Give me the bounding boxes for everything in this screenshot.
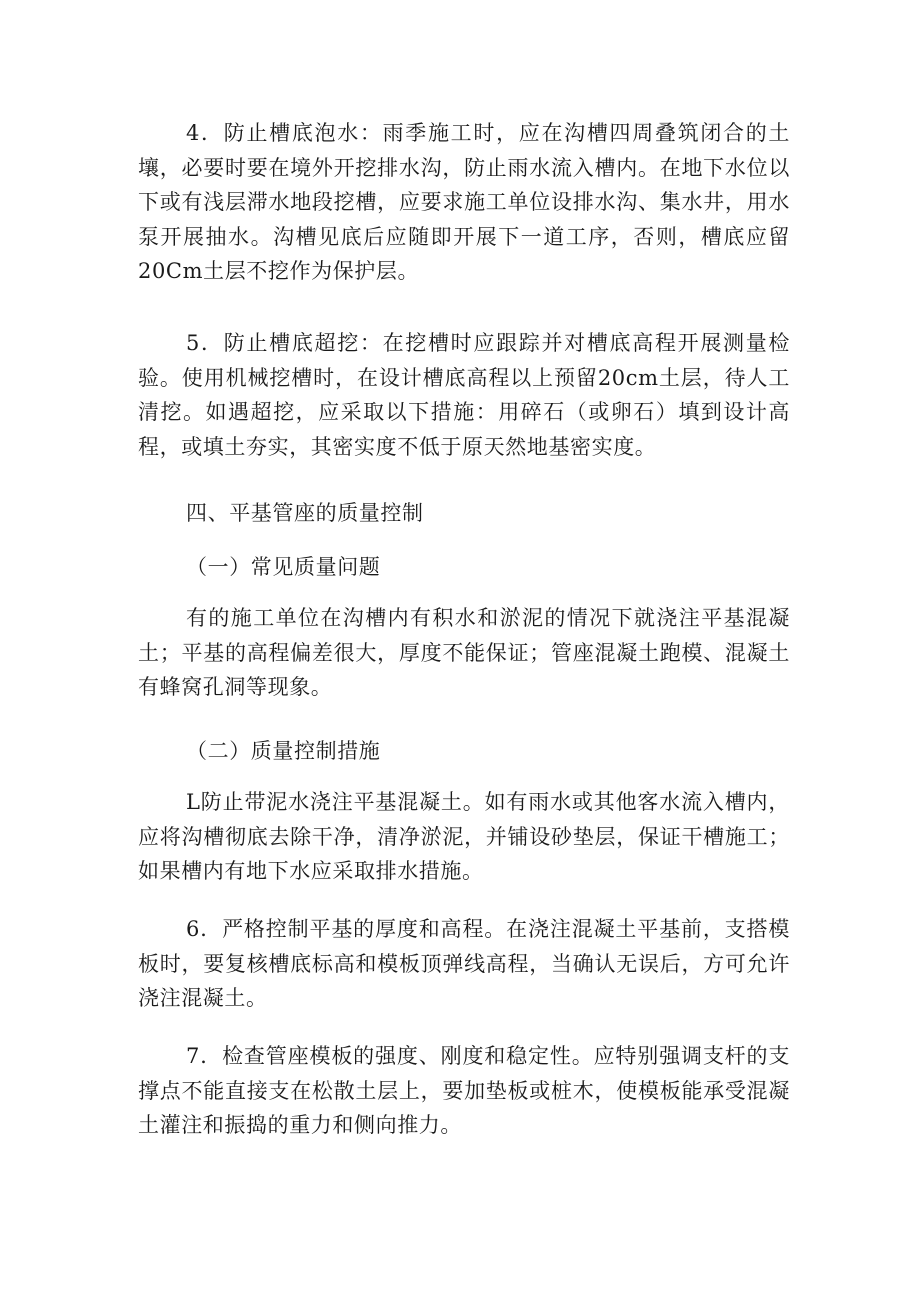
paragraph-prevent-trench-flooding: 4．防止槽底泡水：雨季施工时，应在沟槽四周叠筑闭合的土壤，必要时要在境外开挖排水沟，防止雨水流入槽内。在地下水位以下或有浅层滞水地段挖槽，应要求施工单位设排水沟、集水井，用水泵开展抽水。沟槽见底后应随即开展下一道工序，否则，槽底应留20Cm土层不挖作为保护层。 [138, 121, 790, 283]
paragraph-prevent-muddy-pouring: L防止带泥水浇注平基混凝土。如有雨水或其他客水流入槽内，应将沟槽彻底去除干净，清净淤泥，并铺设砂垫层，保证干槽施工；如果槽内有地下水应采取排水措施。 [138, 790, 790, 883]
section-heading-foundation-quality: 四、平基管座的质量控制 [186, 501, 424, 525]
paragraph-common-problems: 有的施工单位在沟槽内有积水和淤泥的情况下就浇注平基混凝土；平基的高程偏差很大，厚度不能保证；管座混凝土跑模、混凝土有蜂窝孔洞等现象。 [138, 606, 790, 699]
subsection-heading-control-measures: （二）质量控制措施 [186, 739, 381, 763]
subsection-heading-common-problems: （一）常见质量问题 [186, 555, 381, 579]
paragraph-prevent-over-excavation: 5．防止槽底超挖：在挖槽时应跟踪并对槽底高程开展测量检验。使用机械挖槽时，在设计槽底高程以上预留20cm土层，待人工清挖。如遇超挖，应采取以下措施：用碎石（或卵石）填到设计高程，或填土夯实，其密实度不低于原天然地基密实度。 [138, 331, 790, 459]
paragraph-control-thickness-elevation: 6．严格控制平基的厚度和高程。在浇注混凝土平基前，支搭模板时，要复核槽底标高和模板顶弹线高程，当确认无误后，方可允许浇注混凝土。 [138, 917, 790, 1010]
paragraph-check-formwork: 7．检查管座模板的强度、刚度和稳定性。应特别强调支杆的支撑点不能直接支在松散土层上，要加垫板或桩木，使模板能承受混凝土灌注和振捣的重力和侧向推力。 [138, 1044, 790, 1137]
